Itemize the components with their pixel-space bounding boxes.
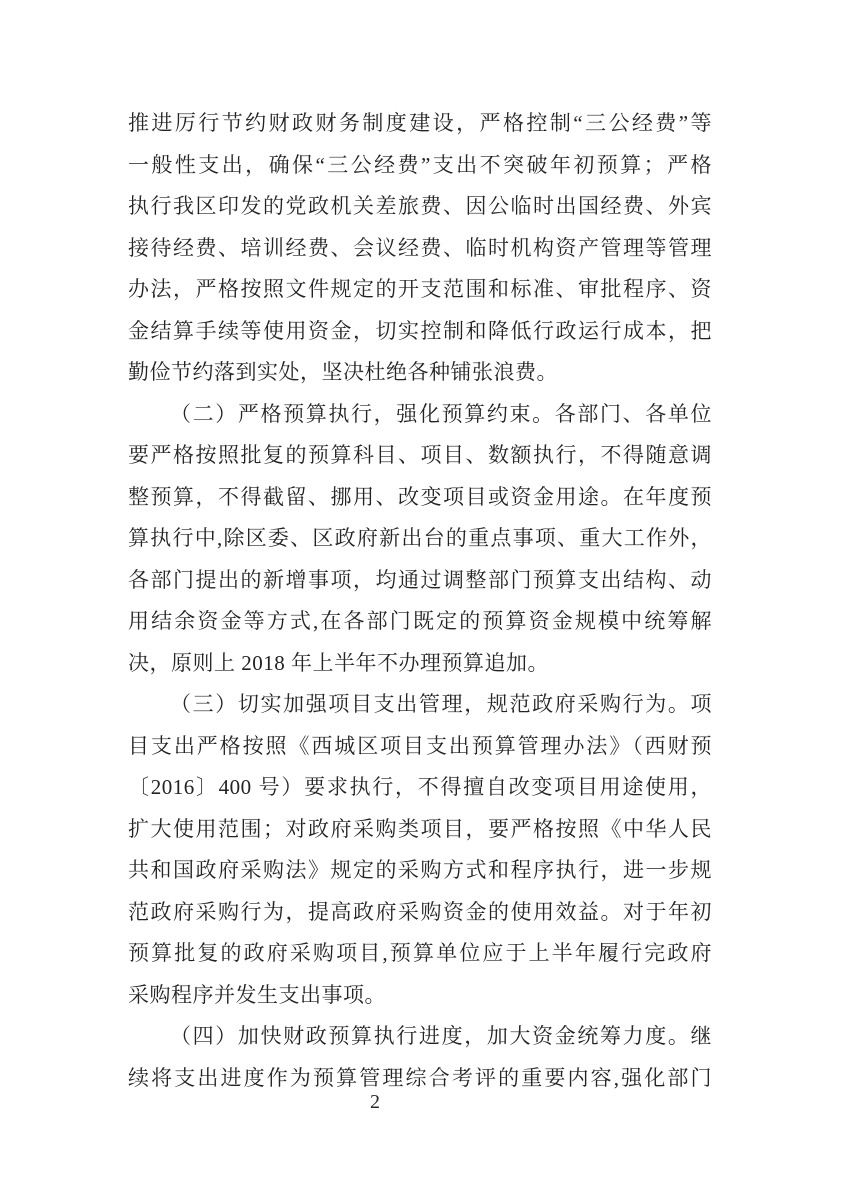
text-line: 要严格按照批复的预算科目、项目、数额执行，不得随意调 (128, 443, 712, 467)
text-line: 范政府采购行为，提高政府采购资金的使用效益。对于年初 (128, 899, 712, 924)
text-line: 算执行中,除区委、区政府新出台的重点事项、重大工作外， (128, 526, 712, 550)
text-line: 扩大使用范围；对政府采购类项目，要严格按照《中华人民 (128, 816, 712, 841)
text-line: 办法，严格按照文件规定的开支范围和标准、审批程序、资 (128, 277, 712, 301)
text-block (128, 103, 712, 1099)
text-line: 勤俭节约落到实处，坚决杜绝各种铺张浪费。 (128, 360, 558, 384)
text-line: 金结算手续等使用资金，切实控制和降低行政运行成本，把 (128, 318, 712, 343)
text-line: （二）严格预算执行，强化预算约束。各部门、各单位 (170, 401, 712, 426)
text-line: （四）加快财政预算执行进度，加大资金统筹力度。继 (170, 1024, 712, 1048)
text-line: 整预算，不得截留、挪用、改变项目或资金用途。在年度预 (128, 484, 712, 509)
text-line: 一般性支出，确保“三公经费”支出不突破年初预算；严格 (128, 152, 712, 177)
text-line: （三）切实加强项目支出管理，规范政府采购行为。项 (170, 692, 712, 716)
page-number: 2 (370, 1091, 380, 1113)
text-line: 用结余资金等方式,在各部门既定的预算资金规模中统筹解 (128, 609, 712, 633)
text-line: 目支出严格按照《西城区项目支出预算管理办法》（西财预 (128, 733, 712, 758)
paragraph-3-project-expenditure (128, 684, 712, 1016)
paragraph-4-execution-progress (128, 1016, 712, 1099)
text-line: 决，原则上 2018 年上半年不办理预算追加。 (128, 650, 549, 675)
text-line: 各部门提出的新增事项，均通过调整部门预算支出结构、动 (128, 567, 712, 592)
text-line: 采购程序并发生支出事项。 (128, 982, 386, 1007)
text-line: 执行我区印发的党政机关差旅费、因公临时出国经费、外宾 (128, 194, 712, 218)
text-line: 共和国政府采购法》规定的采购方式和程序执行，进一步规 (128, 858, 712, 882)
text-line: 预算批复的政府采购项目,预算单位应于上半年履行完政府 (128, 941, 712, 965)
text-line: 接待经费、培训经费、会议经费、临时机构资产管理等管理 (128, 235, 712, 260)
paragraph-continuation-budget-discipline (128, 103, 712, 394)
text-line: 续将支出进度作为预算管理综合考评的重要内容,强化部门 (128, 1065, 712, 1090)
paragraph-2-budget-execution (128, 394, 712, 685)
text-line: 推进厉行节约财政财务制度建设，严格控制“三公经费”等 (128, 111, 712, 135)
text-line: 〔2016〕400 号）要求执行，不得擅自改变项目用途使用， (128, 775, 712, 799)
